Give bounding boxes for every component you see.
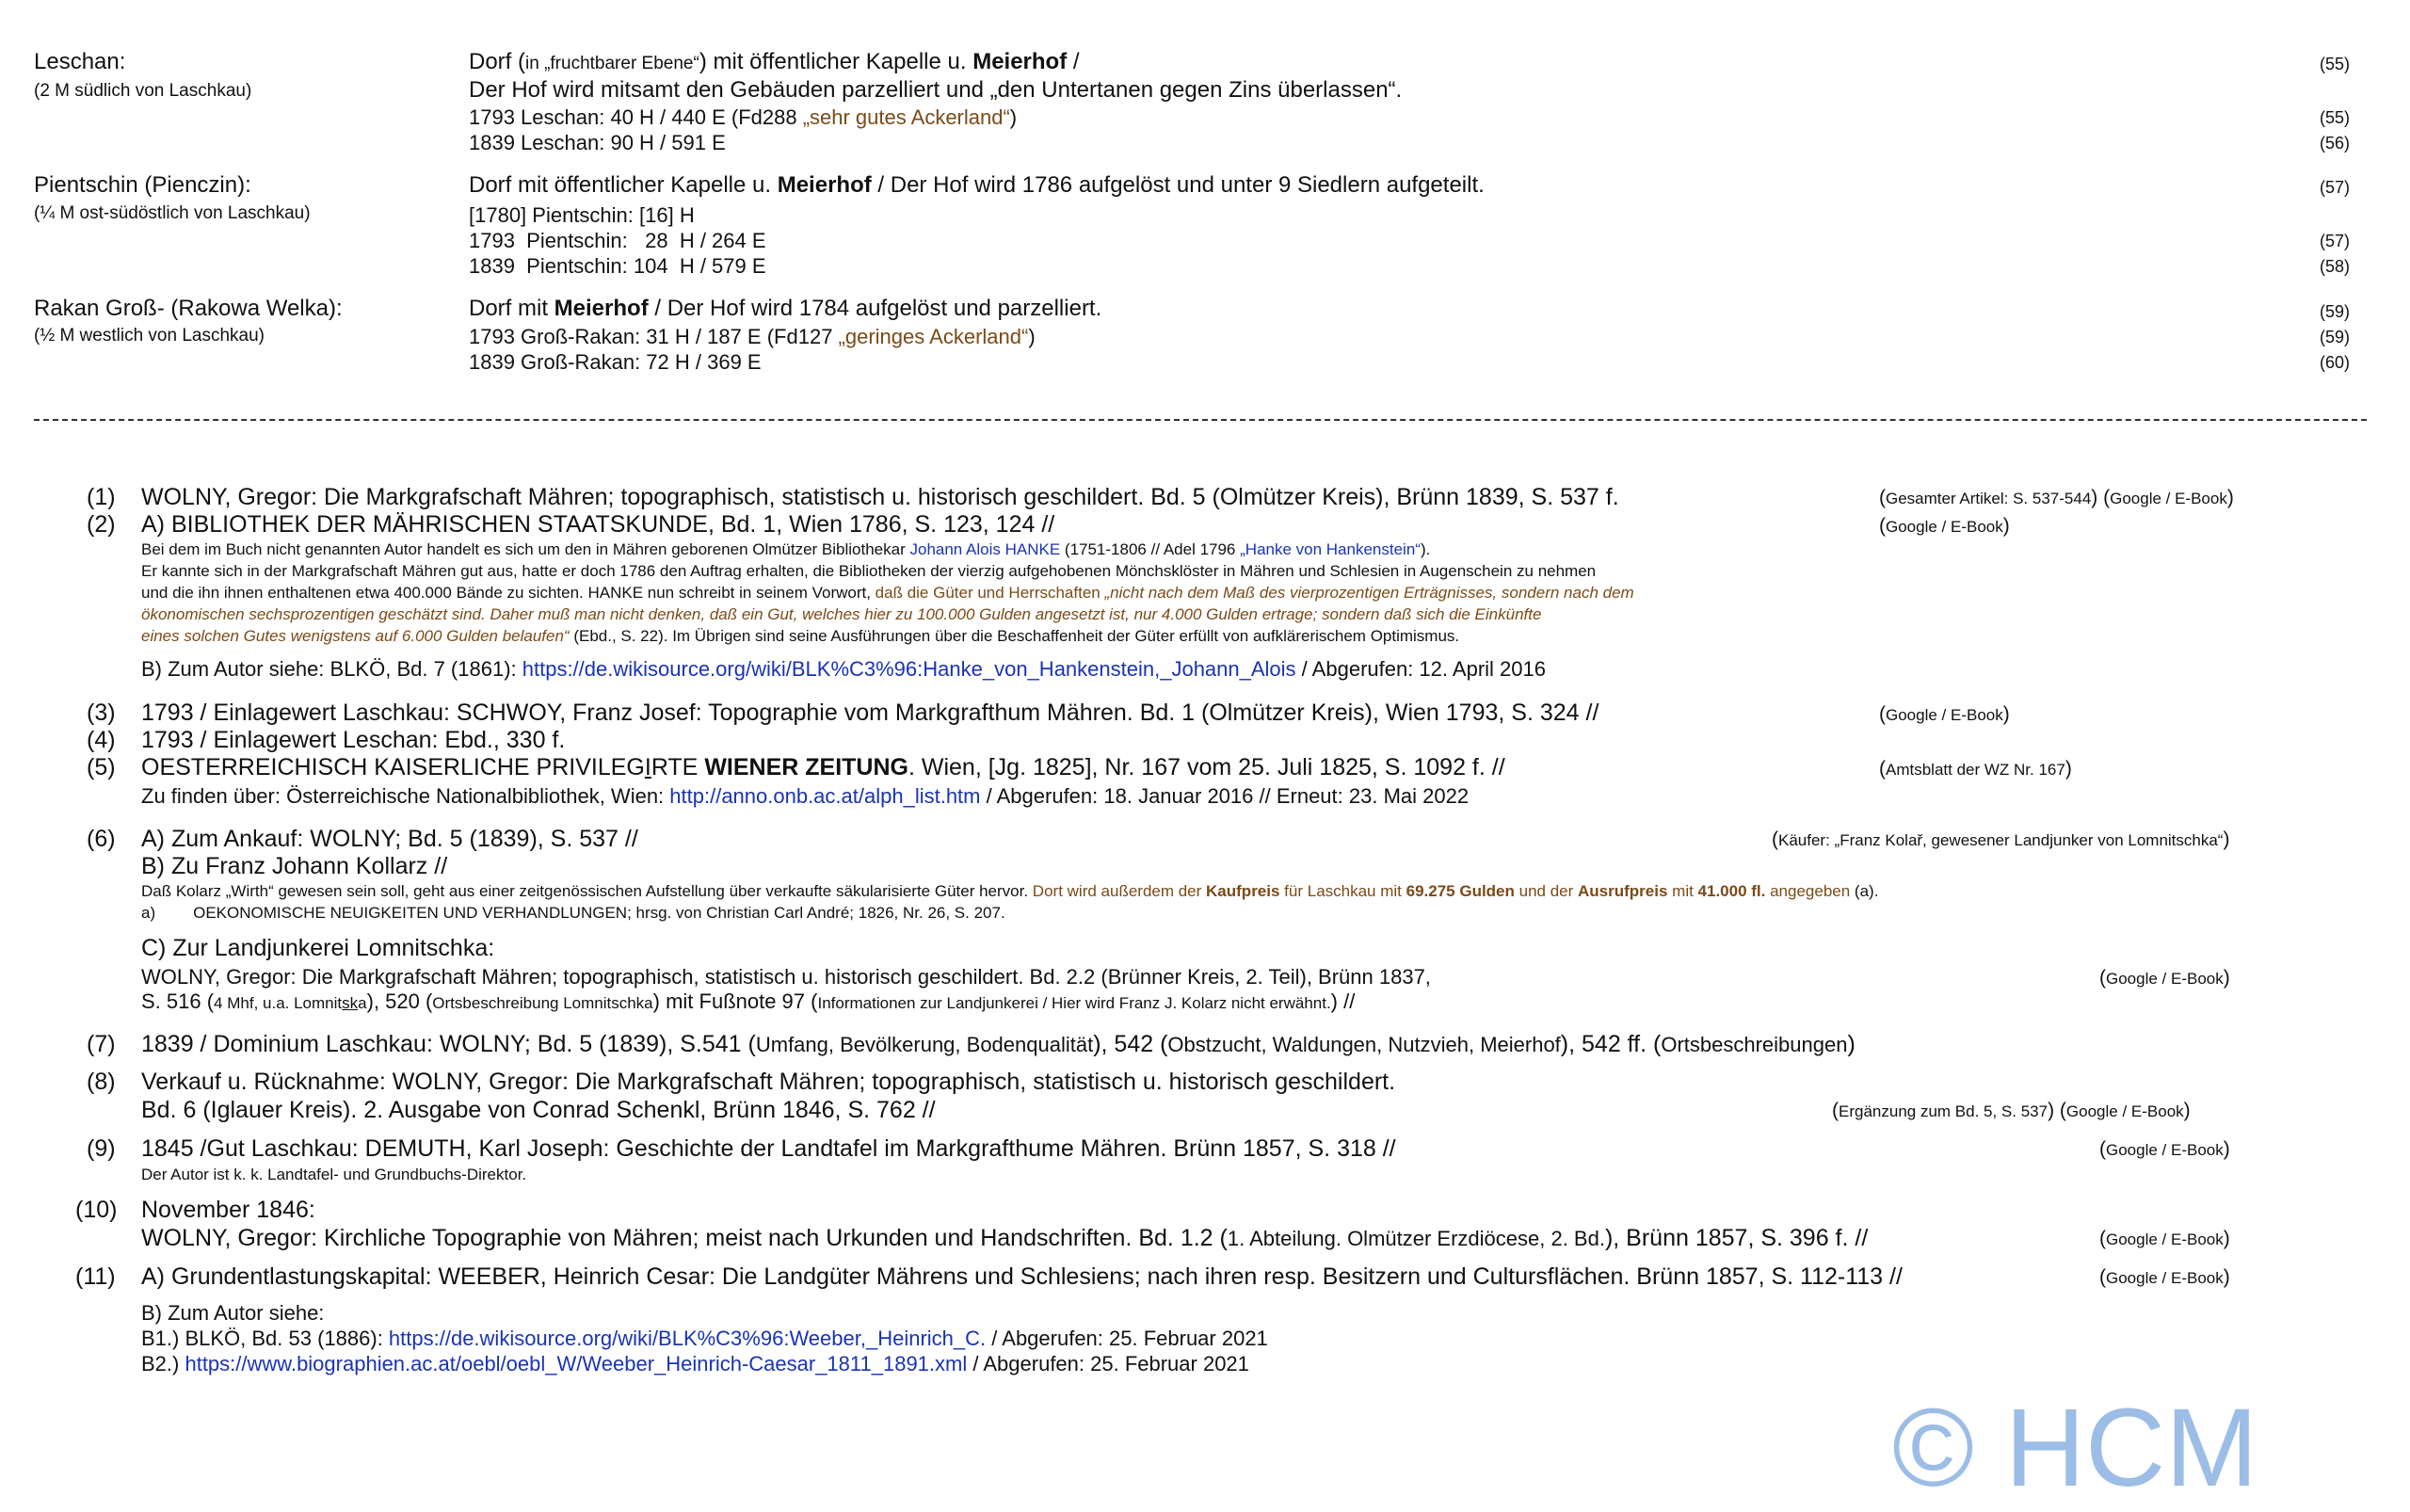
footnote-number: (2)	[87, 511, 116, 538]
footnote-source-note: (Google / E-Book)	[1879, 515, 2010, 537]
place-description: Dorf mit öffentlicher Kapelle u. Meierhof / Der Hof wird 1786 aufgelöst und unter 9 Siedlern aufgeteilt.	[469, 172, 1485, 198]
footnote-text: Verkauf u. Rücknahme: WOLNY, Gregor: Die Markgrafschaft Mähren; topographisch, statistisch u. historisch geschildert.	[141, 1069, 1396, 1095]
footnote-paragraph: Daß Kolarz „Wirth“ gewesen sein soll, geht aus einer zeitgenössischen Aufstellung über verkaufte säkularisierte Güter hervor. Dort wird außerdem der Kaufpreis für Laschkau mit 69.275 Gulden und der Ausrufpreis mit 41.000 fl. angegeben (a).	[141, 882, 1879, 900]
footnote-source-note: (Google / E-Book)	[1879, 703, 2010, 725]
footnote-text: A) Grundentlastungskapital: WEEBER, Heinrich Cesar: Die Landgüter Mährens und Schlesiens; nach ihren resp. Besitzern und Cultursflächen. Brünn 1857, S. 112-113 //	[141, 1263, 1903, 1290]
footnote-source-note: (Google / E-Book)	[2099, 967, 2230, 989]
footnote-text: 1845 /Gut Laschkau: DEMUTH, Karl Joseph: Geschichte der Landtafel im Markgrafthume Mähren. Brünn 1857, S. 318 //	[141, 1135, 1396, 1162]
footnote-text: A) Zum Ankauf: WOLNY; Bd. 5 (1839), S. 537 //	[141, 826, 638, 852]
footnote-source-note: (Gesamter Artikel: S. 537-544) (Google / E-Book)	[1879, 487, 2234, 508]
footnote-number: (8)	[87, 1069, 116, 1095]
place-location: (¼ M ost-südöstlich von Laschkau)	[34, 203, 311, 223]
ref-number: (56)	[2320, 134, 2351, 153]
biographien-link[interactable]: https://www.biographien.ac.at/oebl/oebl_W/Weeber_Heinrich-Caesar_1811_1891.xml	[185, 1352, 968, 1375]
footnote-number: (3)	[87, 700, 116, 726]
footnote-source-note: (Amtsblatt der WZ Nr. 167)	[1879, 758, 2072, 780]
place-detail: Der Hof wird mitsamt den Gebäuden parzelliert und „den Untertanen gegen Zins überlassen“.	[469, 77, 1403, 103]
footnote-text: November 1846:	[141, 1197, 315, 1223]
footnote-subheading: B) Zu Franz Johann Kollarz //	[141, 853, 448, 879]
footnote-text: 1839 / Dominium Laschkau: WOLNY; Bd. 5 (1839), S.541 (Umfang, Bevölkerung, Bodenqualität), 542 (Obstzucht, Waldungen, Nutzvieh, Meierhof), 542 ff. (Ortsbeschreibungen)	[141, 1031, 1856, 1057]
footnote-source-note: (Google / E-Book)	[2099, 1138, 2230, 1160]
ref-number: (59)	[2320, 302, 2351, 321]
footnote-text: 1793 / Einlagewert Laschkau: SCHWOY, Franz Josef: Topographie vom Markgrafthum Mähren. Bd. 1 (Olmützer Kreis), Wien 1793, S. 324 //	[141, 700, 1599, 726]
place-name: Pientschin (Pienczin):	[34, 172, 251, 198]
section-divider	[34, 419, 2367, 421]
ref-number: (58)	[2320, 257, 2351, 276]
ref-number: (55)	[2320, 55, 2351, 73]
ref-number: (59)	[2320, 328, 2351, 346]
place-stat-1793: 1793 Leschan: 40 H / 440 E (Fd288 „sehr gutes Ackerland“)	[469, 105, 1018, 129]
place-location: (2 M südlich von Laschkau)	[34, 81, 252, 101]
footnote-number: (1)	[87, 484, 116, 510]
footnote-number: (11)	[75, 1263, 116, 1290]
footnote-source-note: (Ergänzung zum Bd. 5, S. 537) (Google / E-Book)	[1832, 1100, 2191, 1121]
place-stat-1793: 1793 Pientschin: 28 H / 264 E	[469, 229, 766, 252]
wikisource-link[interactable]: https://de.wikisource.org/wiki/BLK%C3%96:Weeber,_Heinrich_C.	[388, 1327, 987, 1350]
footnote-subheading: B) Zum Autor siehe:	[141, 1301, 325, 1325]
wikisource-link[interactable]: https://de.wikisource.org/wiki/BLK%C3%96:Hanke_von_Hankenstein,_Johann_Alois	[522, 657, 1296, 681]
ref-number: (57)	[2320, 178, 2351, 197]
footnote-text: 1793 / Einlagewert Leschan: Ebd., 330 f.	[141, 727, 566, 753]
footnote-paragraph: Der Autor ist k. k. Landtafel- und Grundbuchs-Direktor.	[141, 1166, 527, 1183]
place-stat-1839: 1839 Groß-Rakan: 72 H / 369 E	[469, 350, 762, 374]
ref-number: (60)	[2320, 353, 2351, 372]
footnote-number: (7)	[87, 1031, 116, 1057]
place-description: Dorf (in „fruchtbarer Ebene“) mit öffentlicher Kapelle u. Meierhof /	[469, 49, 1080, 74]
copyright-watermark: © HCM	[1892, 1386, 2258, 1510]
footnote-source-note: (Google / E-Book)	[2099, 1266, 2230, 1288]
place-stat-1793: 1793 Groß-Rakan: 31 H / 187 E (Fd127 „geringes Ackerland“)	[469, 325, 1036, 348]
footnote-paragraph: und die ihn ihnen enthaltenen etwa 400.000 Bände zu sichten. HANKE nun schreibt in seinem Vorwort, daß die Güter und Herrschaften „nicht nach dem Maß des vierprozentigen Erträgnisses, sondern nach dem	[141, 584, 1634, 602]
place-stat-1839: 1839 Pientschin: 104 H / 579 E	[469, 254, 766, 278]
ref-number: (55)	[2320, 108, 2351, 127]
ref-number: (57)	[2320, 232, 2351, 250]
footnote-text: WOLNY, Gregor: Kirchliche Topographie von Mähren; meist nach Urkunden und Handschriften. Bd. 1.2 (1. Abteilung. Olmützer Erzdiöcese, 2. Bd.), Brünn 1857, S. 396 f. //	[141, 1225, 1869, 1251]
footnote-text: OESTERREICHISCH KAISERLICHE PRIVILEGIRTE WIENER ZEITUNG. Wien, [Jg. 1825], Nr. 167 vom 25. Juli 1825, S. 1092 f. //	[141, 754, 1505, 780]
place-name: Leschan:	[34, 49, 126, 74]
footnote-text: WOLNY, Gregor: Die Markgrafschaft Mähren; topographisch, statistisch u. historisch geschildert. Bd. 5 (Olmützer Kreis), Brünn 1839, S. 537 f.	[141, 484, 1619, 510]
footnote-subheading: C) Zur Landjunkerei Lomnitschka:	[141, 935, 495, 961]
footnote-paragraph: ökonomischen sechsprozentigen geschätzt sind. Daher muß man nicht denken, daß ein Gut, welches hier zu 100.000 Gulden angesetzt ist, nur 4.000 Gulden ertrage; sondern daß sich die Einkünfte	[141, 605, 1542, 623]
place-stat-1839: 1839 Leschan: 90 H / 591 E	[469, 131, 726, 154]
footnote-paragraph: eines solchen Gutes wenigstens auf 6.000 Gulden belaufen“ (Ebd., S. 22). Im Übrigen sind seine Ausführungen über die Beschaffenheit der Güter erfüllt von aufklärerischem Optimismus.	[141, 627, 1460, 645]
footnote-access-line: Zu finden über: Österreichische Nationalbibliothek, Wien: http://anno.onb.ac.at/alph_list.htm / Abgerufen: 18. Januar 2016 // Erneut: 23. Mai 2022	[141, 784, 1470, 808]
footnote-source-note: (Google / E-Book)	[2099, 1228, 2230, 1249]
footnote-text: Bd. 6 (Iglauer Kreis). 2. Ausgabe von Conrad Schenkl, Brünn 1846, S. 762 //	[141, 1097, 936, 1123]
footnote-text: A) BIBLIOTHEK DER MÄHRISCHEN STAATSKUNDE, Bd. 1, Wien 1786, S. 123, 124 //	[141, 511, 1055, 538]
footnote-number: (10)	[75, 1197, 118, 1223]
place-stat-1780: [1780] Pientschin: [16] H	[469, 203, 695, 227]
footnote-number: (9)	[87, 1135, 116, 1162]
footnote-paragraph: S. 516 (4 Mhf, u.a. Lomnitska), 520 (Ortsbeschreibung Lomnitschka) mit Fußnote 97 (Informationen zur Landjunkerei / Hier wird Franz J. Kolarz nicht erwähnt.) //	[141, 989, 1356, 1013]
footnote-source-note: (Käufer: „Franz Kolař, gewesener Landjunker von Lomnitschka“)	[1772, 828, 2230, 850]
footnote-paragraph: Er kannte sich in der Markgrafschaft Mähren gut aus, hatte er doch 1786 den Auftrag erhalten, die Bibliotheken der vierzig aufgehobenen Mönchsklöster in Mähren und Schlesien in Augenschein zu nehmen	[141, 562, 1597, 580]
anno-link[interactable]: http://anno.onb.ac.at/alph_list.htm	[669, 784, 981, 808]
place-location: (½ M westlich von Laschkau)	[34, 326, 265, 346]
footnote-number: (4)	[87, 727, 116, 753]
footnote-number: (5)	[87, 754, 116, 780]
footnote-number: (6)	[87, 826, 116, 852]
footnote-paragraph: Bei dem im Buch nicht genannten Autor handelt es sich um den in Mähren geborenen Olmützer Bibliothekar Johann Alois HANKE (1751-1806 // Adel 1796 „Hanke von Hankenstein“).	[141, 540, 1431, 558]
place-name: Rakan Groß- (Rakowa Welka):	[34, 296, 343, 321]
footnote-author-line: B) Zum Autor siehe: BLKÖ, Bd. 7 (1861): https://de.wikisource.org/wiki/BLK%C3%96:Hanke_von_Hankenstein,_Johann_Alois / Abgerufen: 12. April 2016	[141, 657, 1546, 681]
footnote-paragraph: WOLNY, Gregor: Die Markgrafschaft Mähren; topographisch, statistisch u. historisch geschildert. Bd. 2.2 (Brünner Kreis, 2. Teil), Brünn 1837,	[141, 965, 1431, 989]
footnote-author-line: B2.) https://www.biographien.ac.at/oebl/oebl_W/Weeber_Heinrich-Caesar_1811_1891.xml / Abgerufen: 25. Februar 2021	[141, 1352, 1249, 1375]
place-description: Dorf mit Meierhof / Der Hof wird 1784 aufgelöst und parzelliert.	[469, 296, 1102, 321]
footnote-author-line: B1.) BLKÖ, Bd. 53 (1886): https://de.wikisource.org/wiki/BLK%C3%96:Weeber,_Heinrich_C. / Abgerufen: 25. Februar 2021	[141, 1327, 1268, 1350]
footnote-paragraph: a) OEKONOMISCHE NEUIGKEITEN UND VERHANDLUNGEN; hrsg. von Christian Carl André; 1826, Nr. 26, S. 207.	[141, 904, 1005, 922]
